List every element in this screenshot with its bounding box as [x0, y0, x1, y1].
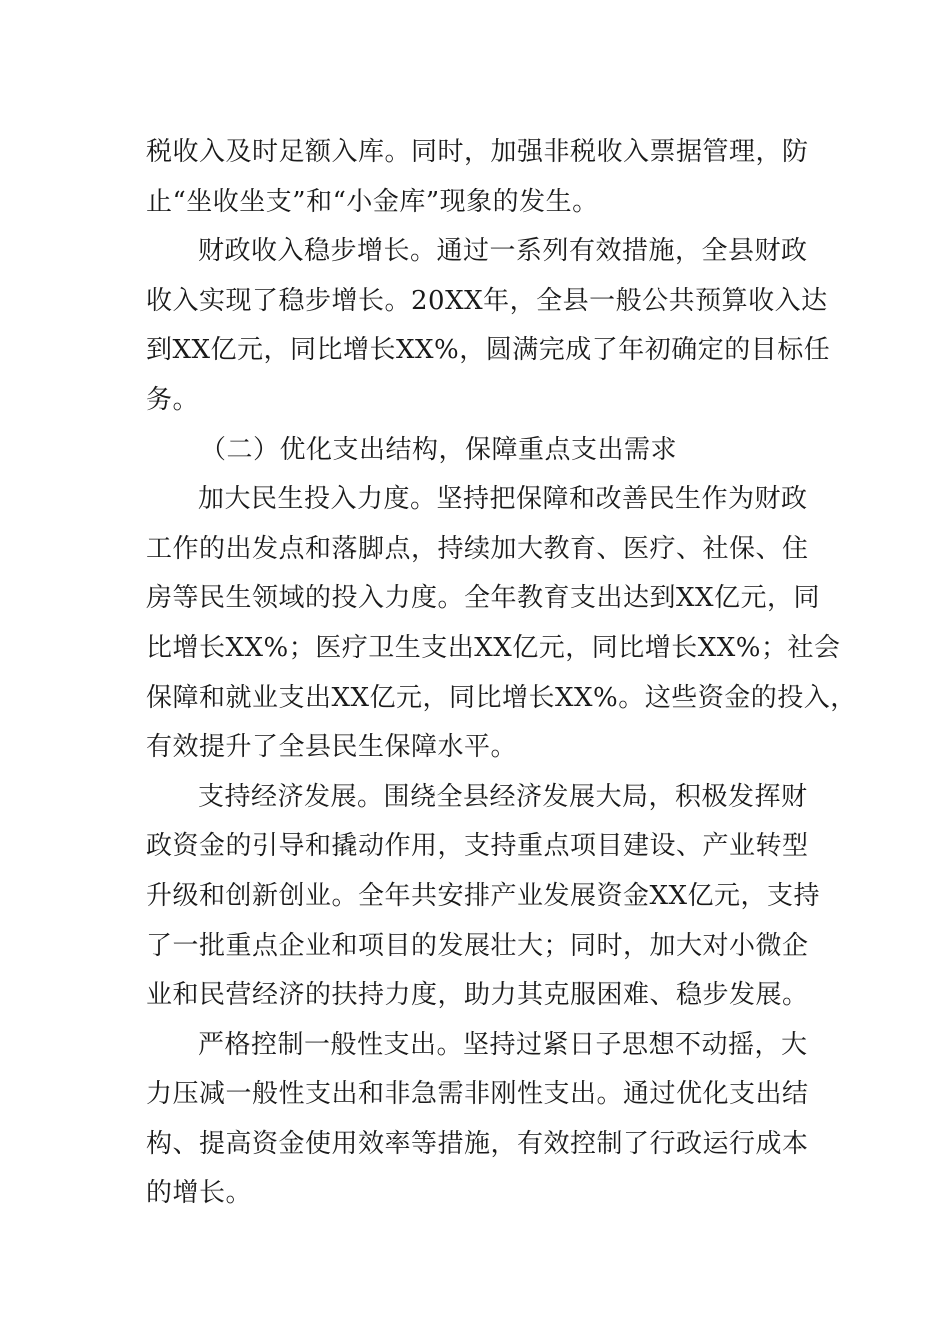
- text-line: 止“坐收坐支”和“小金库”现象的发生。: [146, 186, 599, 217]
- text-line: 严格控制一般性支出。坚持过紧日子思想不动摇，大: [198, 1029, 808, 1060]
- text-line: 力压减一般性支出和非急需非刚性支出。通过优化支出结: [146, 1079, 809, 1110]
- text-line: 房等民生领域的投入力度。全年教育支出达到XX亿元，同: [146, 583, 821, 614]
- text-line: 比增长XX%；医疗卫生支出XX亿元，同比增长XX%；社会: [146, 632, 841, 663]
- text-line: 升级和创新创业。全年共安排产业发展资金XX亿元，支持: [146, 880, 821, 911]
- text-line: 工作的出发点和落脚点，持续加大教育、医疗、社保、住: [146, 533, 809, 564]
- text-line: 务。: [146, 384, 200, 415]
- text-line: 政资金的引导和撬动作用，支持重点项目建设、产业转型: [146, 831, 809, 862]
- text-line: 收入实现了稳步增长。20XX年，全县一般公共预算收入达: [146, 285, 828, 316]
- text-line: 到XX亿元，同比增长XX%，圆满完成了年初确定的目标任: [146, 335, 831, 366]
- text-line: 构、提高资金使用效率等措施，有效控制了行政运行成本: [146, 1128, 809, 1159]
- text-line: 税收入及时足额入库。同时，加强非税收入票据管理，防: [146, 137, 809, 167]
- text-line: 的增长。: [146, 1178, 253, 1209]
- text-line: 加大民生投入力度。坚持把保障和改善民生作为财政: [198, 484, 808, 515]
- text-line: 支持经济发展。围绕全县经济发展大局，积极发挥财: [198, 781, 808, 812]
- text-line: 了一批重点企业和项目的发展壮大；同时，加大对小微企: [146, 930, 809, 961]
- text-line: 业和民营经济的扶持力度，助力其克服困难、稳步发展。: [146, 980, 809, 1011]
- section-heading: （二）优化支出结构，保障重点支出需求: [200, 434, 678, 465]
- text-line: 保障和就业支出XX亿元，同比增长XX%。这些资金的投入，: [146, 682, 857, 713]
- text-line: 财政收入稳步增长。通过一系列有效措施，全县财政: [198, 236, 808, 267]
- text-line: 有效提升了全县民生保障水平。: [146, 732, 518, 763]
- document-body: [146, 128, 857, 1219]
